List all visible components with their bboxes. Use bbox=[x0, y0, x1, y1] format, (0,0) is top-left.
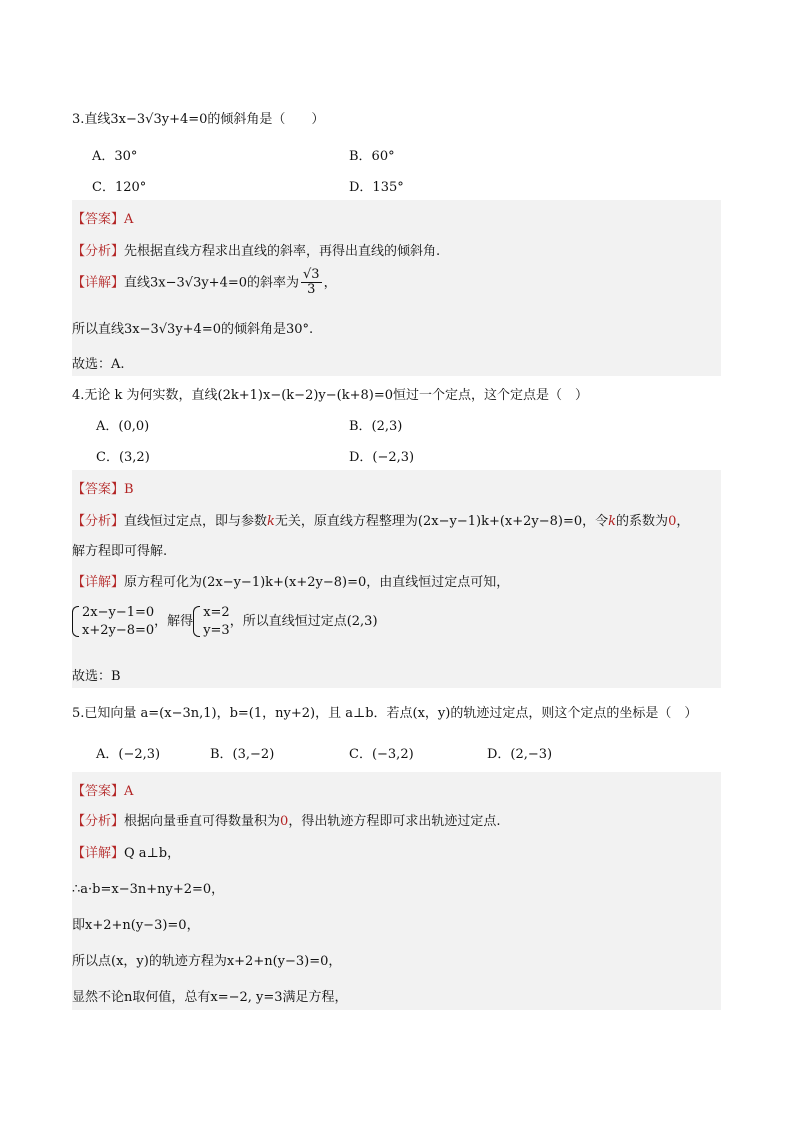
analysis-tag: 【分析】 bbox=[72, 514, 125, 529]
q4-analysis-b: 无关，原直线方程整理为(2x−y−1)k+(x+2y−8)=0，令 bbox=[274, 514, 609, 529]
q5-step-4: 显然不论n取何值，总有x=−2, y=3满足方程， bbox=[72, 990, 348, 1005]
q5-option-a: A．(−2,3) bbox=[96, 747, 161, 762]
question-4-stem: 4.无论 k 为何实数，直线(2k+1)x−(k−2)y−(k+8)=0恒过一个定点，这个定点是（ ） bbox=[72, 388, 588, 403]
q5-answer-line bbox=[72, 780, 133, 799]
detail-tag: 【详解】 bbox=[72, 575, 125, 590]
q4-system-line bbox=[72, 604, 378, 639]
q3-option-b: B．60° bbox=[349, 149, 395, 164]
q4-detail-line bbox=[72, 571, 509, 590]
q4-option-c: C．(3,2) bbox=[96, 450, 150, 465]
q3-analysis: 先根据直线方程求出直线的斜率，再得出直线的倾斜角. bbox=[124, 244, 441, 259]
q4-analysis-line2: 解方程即可得解. bbox=[72, 544, 168, 559]
q5-analysis-line bbox=[72, 810, 500, 829]
q3-slope-fraction bbox=[301, 268, 322, 298]
question-3-stem: 3.直线3x−3√3y+4=0的倾斜角是（ ） bbox=[72, 112, 325, 127]
q5-option-d: D．(2,−3) bbox=[487, 747, 553, 762]
q4-answer: B bbox=[124, 482, 134, 497]
q4-option-b: B．(2,3) bbox=[349, 419, 403, 434]
q4-final: 故选：B bbox=[72, 669, 121, 684]
q4-option-a: A．(0,0) bbox=[96, 419, 150, 434]
q4-solution-box bbox=[72, 470, 721, 688]
q3-final: 故选：A. bbox=[72, 357, 125, 372]
q5-analysis-a: 根据向量垂直可得数量积为 bbox=[124, 814, 281, 829]
q4-analysis-d: ， bbox=[676, 514, 690, 529]
detail-tag: 【详解】 bbox=[72, 275, 125, 291]
question-5-stem: 5.已知向量 a=(x−3n,1)，b=(1，ny+2)，且 a⊥b．若点(x，y)的轨迹过定点，则这个定点的坐标是（ ） bbox=[72, 706, 698, 721]
q5-analysis-b: ，得出轨迹方程即可求出轨迹过定点. bbox=[288, 814, 501, 829]
system-row: x=2 bbox=[203, 605, 230, 620]
q4-answer-line bbox=[72, 478, 134, 497]
analysis-tag: 【分析】 bbox=[72, 244, 125, 259]
q5-analysis-zero: 0 bbox=[280, 814, 289, 829]
q4-analysis-a: 直线恒过定点，即与参数 bbox=[124, 514, 268, 529]
q5-option-b: B．(3,−2) bbox=[210, 747, 275, 762]
q5-detail-line bbox=[72, 842, 180, 861]
q4-solve-text: ，解得 bbox=[154, 614, 194, 630]
q5-option-c: C．(−3,2) bbox=[349, 747, 414, 762]
q5-step-2: 即x+2+n(y−3)=0， bbox=[72, 918, 200, 933]
q5-step-3: 所以点(x，y)的轨迹方程为x+2+n(y−3)=0， bbox=[72, 954, 342, 969]
q3-answer: A bbox=[124, 212, 134, 227]
q4-solution-system bbox=[193, 604, 230, 639]
q3-option-a: A．30° bbox=[92, 149, 138, 164]
q4-analysis-c: 的系数为 bbox=[616, 514, 669, 529]
fraction-numerator: √3 bbox=[303, 267, 320, 282]
q3-answer-line bbox=[72, 208, 133, 227]
system-row: x+2y−8=0 bbox=[82, 622, 155, 638]
q4-conclusion: ，所以直线恒过定点(2,3) bbox=[229, 614, 378, 630]
q4-equation-system bbox=[72, 604, 154, 639]
q5-answer: A bbox=[124, 784, 134, 799]
answer-tag: 【答案】 bbox=[72, 212, 125, 227]
q3-option-c: C．120° bbox=[92, 180, 147, 195]
q3-solution-box bbox=[72, 200, 721, 376]
q4-analysis-k: k bbox=[267, 514, 275, 529]
system-row: 2x−y−1=0 bbox=[82, 605, 155, 620]
q4-analysis-k2: k bbox=[608, 514, 617, 529]
q3-option-d: D．135° bbox=[349, 180, 404, 195]
answer-tag: 【答案】 bbox=[72, 482, 125, 497]
q3-detail-post: ， bbox=[323, 275, 337, 291]
q5-solution-box bbox=[72, 772, 721, 1010]
q3-conclusion: 所以直线3x−3√3y+4=0的倾斜角是30°. bbox=[72, 322, 314, 337]
detail-tag: 【详解】 bbox=[72, 846, 125, 861]
q5-detail: Q a⊥b， bbox=[124, 846, 181, 861]
q3-detail-line bbox=[72, 268, 337, 298]
q3-detail-pre: 直线3x−3√3y+4=0的斜率为 bbox=[124, 275, 300, 291]
answer-tag: 【答案】 bbox=[72, 784, 125, 799]
q4-analysis-line bbox=[72, 510, 689, 529]
system-row: y=3 bbox=[203, 622, 230, 638]
q3-analysis-line bbox=[72, 240, 440, 259]
q4-option-d: D．(−2,3) bbox=[349, 450, 415, 465]
q5-step-1: ∴a·b=x−3n+ny+2=0， bbox=[72, 882, 225, 897]
q4-detail: 原方程可化为(2x−y−1)k+(x+2y−8)=0，由直线恒过定点可知， bbox=[124, 575, 510, 590]
fraction-denominator: 3 bbox=[307, 282, 316, 298]
q4-analysis-zero: 0 bbox=[668, 514, 677, 529]
analysis-tag: 【分析】 bbox=[72, 814, 125, 829]
